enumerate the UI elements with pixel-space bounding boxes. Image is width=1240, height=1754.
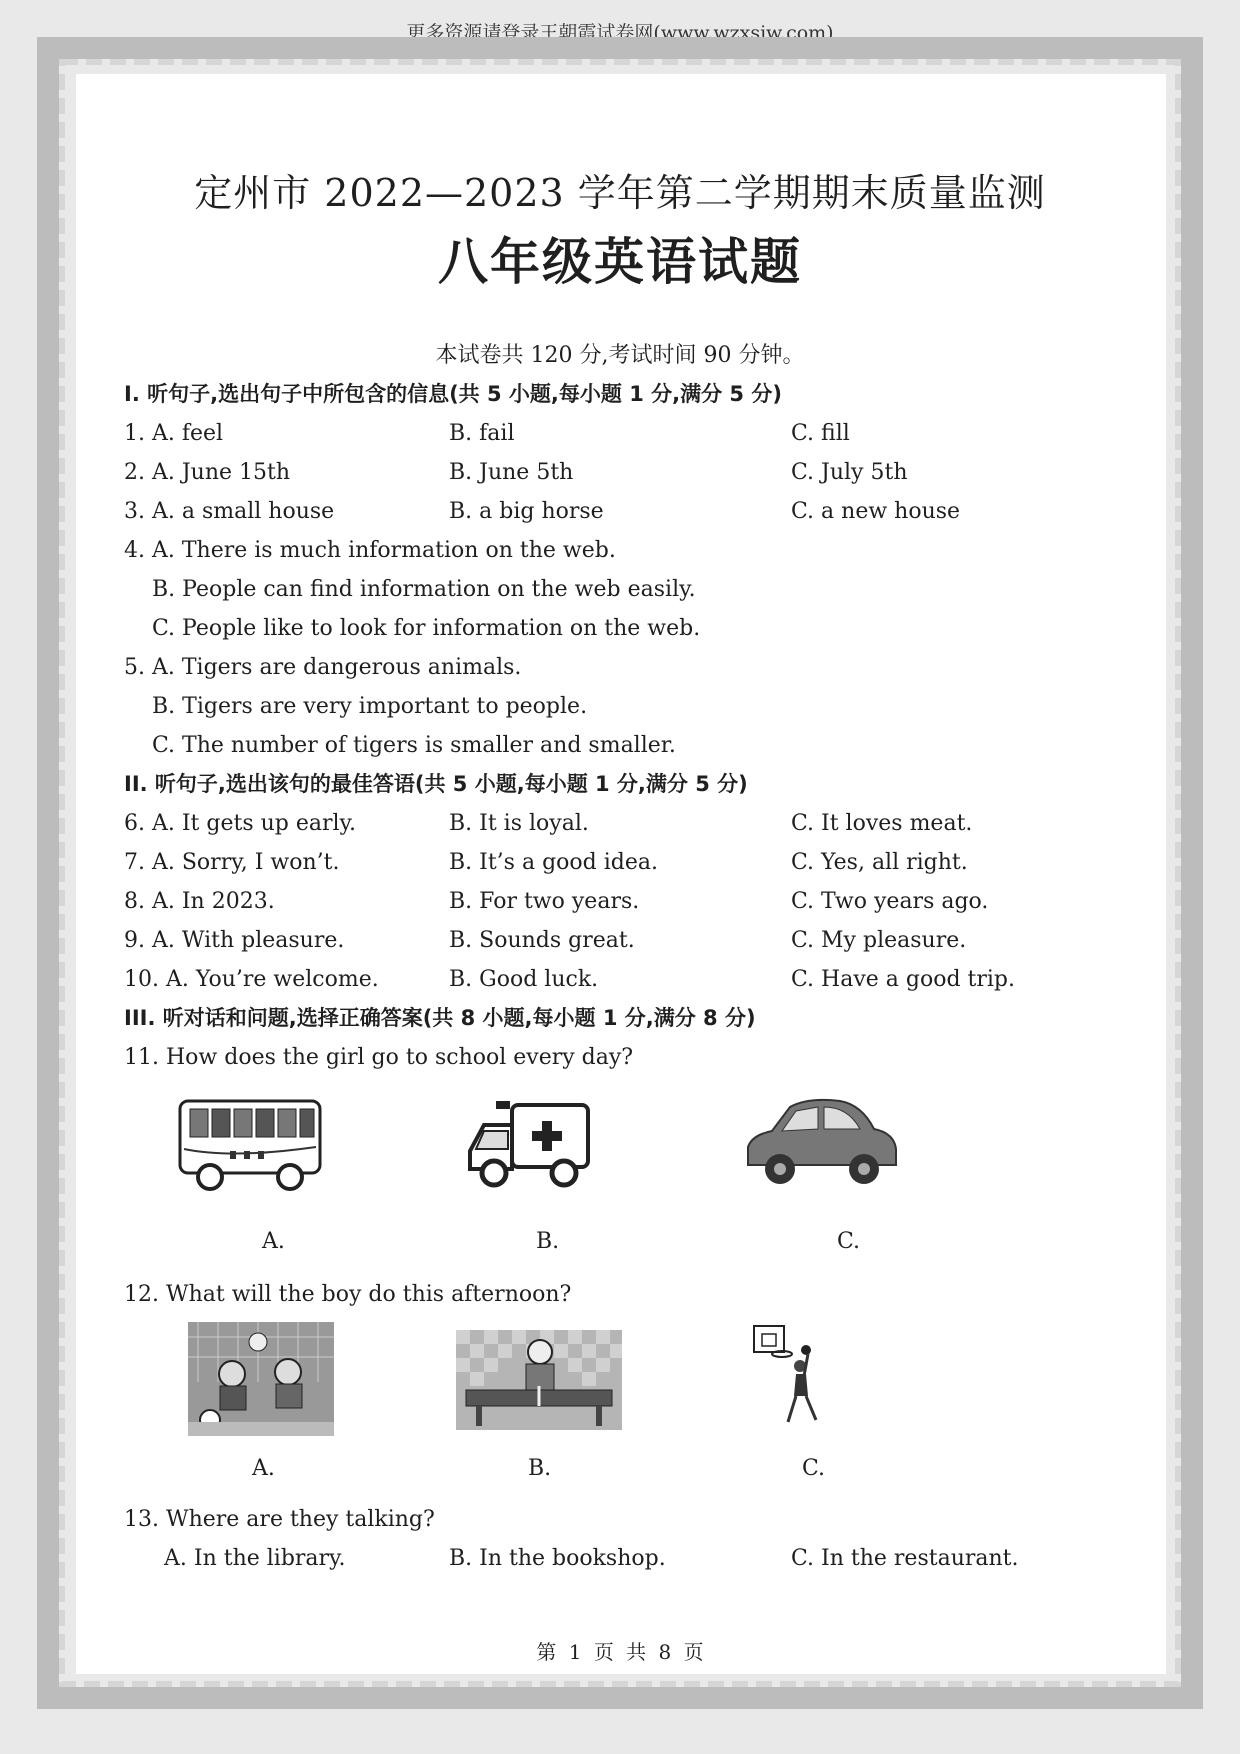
question-4-option-b: B. People can find information on the web easily.	[152, 577, 696, 602]
question-6	[124, 804, 1124, 843]
label-b: B.	[536, 1229, 560, 1254]
label-b: B.	[528, 1456, 552, 1481]
question-9	[124, 921, 1124, 960]
exam-note: 本试卷共 120 分,考试时间 90 分钟。	[435, 343, 805, 368]
question-11-text: 11. How does the girl go to school every day?	[124, 1045, 634, 1070]
question-7	[124, 843, 1124, 882]
option-a: A. In the library.	[164, 1546, 346, 1571]
section-2-heading: II. 听句子,选出该句的最佳答语(共 5 小题,每小题 1 分,满分 5 分)	[124, 772, 748, 796]
question-4-option-a: 4. A. There is much information on the web.	[124, 538, 616, 563]
question-13-text: 13. Where are they talking?	[124, 1507, 435, 1532]
option-a: 10. A. You’re welcome.	[124, 967, 379, 992]
option-c: C. Yes, all right.	[791, 850, 968, 875]
exam-content	[124, 375, 1124, 1578]
option-b: B. It’s a good idea.	[449, 850, 658, 875]
question-11-labels	[124, 1225, 1124, 1275]
question-5-option-c: C. The number of tigers is smaller and smaller.	[152, 733, 676, 758]
question-2	[124, 453, 1124, 492]
option-b: B. It is loyal.	[449, 811, 589, 836]
exam-subtitle: 八年级英语试题	[438, 233, 802, 291]
question-12-text: 12. What will the boy do this afternoon?	[124, 1282, 572, 1307]
option-c: C. In the restaurant.	[791, 1546, 1019, 1571]
section-3-heading: III. 听对话和问题,选择正确答案(共 8 小题,每小题 1 分,满分 8 分)	[124, 1006, 756, 1030]
question-1	[124, 414, 1124, 453]
option-a: 9. A. With pleasure.	[124, 928, 345, 953]
option-a: 7. A. Sorry, I won’t.	[124, 850, 340, 875]
question-12-images	[124, 1314, 1124, 1444]
option-c: C. July 5th	[791, 460, 908, 485]
bus-image	[172, 1089, 328, 1199]
exam-title: 定州市 2022—2023 学年第二学期期末质量监测	[194, 171, 1046, 215]
question-13-options	[124, 1539, 1124, 1578]
option-a: 2. A. June 15th	[124, 460, 291, 485]
label-c: C.	[837, 1229, 861, 1254]
question-4-option-c: C. People like to look for information on the web.	[152, 616, 701, 641]
question-10	[124, 960, 1124, 999]
section-1-heading: I. 听句子,选出句子中所包含的信息(共 5 小题,每小题 1 分,满分 5 分)	[124, 382, 782, 406]
option-b: B. June 5th	[449, 460, 574, 485]
option-a: 3. A. a small house	[124, 499, 335, 524]
question-12-labels	[124, 1444, 1124, 1500]
soccer-image	[188, 1322, 334, 1436]
option-c: C. fill	[791, 421, 850, 446]
option-b: B. Good luck.	[449, 967, 599, 992]
table-tennis-image	[456, 1330, 622, 1430]
ambulance-image	[460, 1089, 596, 1199]
option-b: B. In the bookshop.	[449, 1546, 666, 1571]
option-a: 1. A. feel	[124, 421, 224, 446]
option-b: B. a big horse	[449, 499, 604, 524]
question-5-option-b: B. Tigers are very important to people.	[152, 694, 588, 719]
option-c: C. My pleasure.	[791, 928, 967, 953]
question-8	[124, 882, 1124, 921]
option-c: C. Two years ago.	[791, 889, 989, 914]
option-c: C. It loves meat.	[791, 811, 973, 836]
question-3	[124, 492, 1124, 531]
option-c: C. a new house	[791, 499, 961, 524]
label-a: A.	[252, 1456, 275, 1481]
option-a: 6. A. It gets up early.	[124, 811, 357, 836]
option-b: B. Sounds great.	[449, 928, 635, 953]
option-a: 8. A. In 2023.	[124, 889, 275, 914]
label-a: A.	[262, 1229, 285, 1254]
question-5-option-a: 5. A. Tigers are dangerous animals.	[124, 655, 522, 680]
basketball-image	[752, 1322, 832, 1436]
car-image	[738, 1089, 904, 1199]
question-11-images	[124, 1077, 1124, 1225]
watermark-text: 更多资源请登录王朝霞试卷网(www.wzxsjw.com)	[406, 22, 834, 44]
label-c: C.	[802, 1456, 826, 1481]
option-c: C. Have a good trip.	[791, 967, 1016, 992]
page-footer: 第 1 页 共 8 页	[536, 1640, 704, 1664]
option-b: B. For two years.	[449, 889, 640, 914]
option-b: B. fail	[449, 421, 515, 446]
